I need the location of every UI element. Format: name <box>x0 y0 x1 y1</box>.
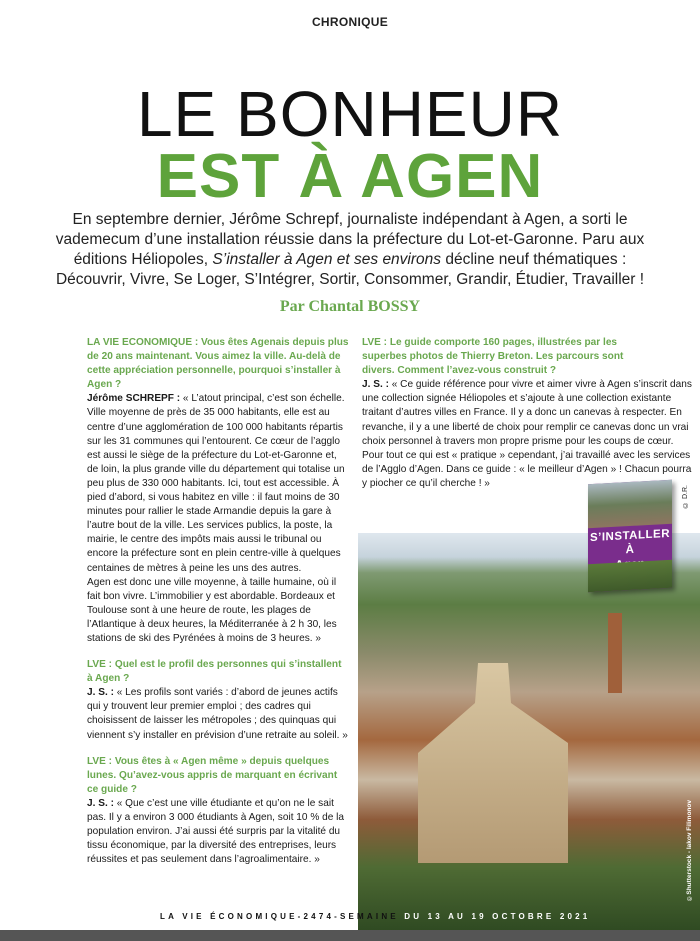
byline: Par Chantal BOSSY <box>279 298 421 315</box>
book-cover-image <box>588 480 672 592</box>
answer-text: « Les profils sont variés : d’abord de jeunes actifs qui y trouvent leur premier emploi ; des cadres qui choisissent de laisser les métropoles ; des quinquas qui viennent s’y installer en prévision d’une retraite au soleil. » <box>87 687 348 741</box>
answer: Agen est donc une ville moyenne, à taille humaine, où il fait bon vivre. L’immobilier y est abordable. Bordeaux et Toulouse sont à une heure de route, les plages de l’Atlantique à deux heures, la Méditerranée à 2 h 30, les stations de ski des Pyrénées à moins de 3 heures. » <box>87 576 337 644</box>
cathedral-shape <box>418 663 568 863</box>
intro-text: décline neuf thématiques : Découvrir, Vivre, Se Loger, S’Intégrer, Sortir, Consommer, Grandir, Étudier, Travailler ! <box>55 251 645 288</box>
agen-aerial-photo <box>358 533 700 931</box>
section-rubric: CHRONIQUE <box>311 15 389 29</box>
footer-dates: DU 13 AU 19 OCTOBRE 2021 <box>404 912 591 921</box>
answer <box>362 378 696 491</box>
page-footer <box>160 912 590 922</box>
speaker: J. S. : <box>87 687 117 699</box>
question: LVE : Quel est le profil des personnes qui s’installent à Agen ? <box>87 659 342 685</box>
bottom-bar <box>0 930 700 941</box>
headline-line2: EST À AGEN <box>156 142 544 211</box>
intro-text: En septembre dernier, Jérôme Schrepf, journaliste indépendant à Agen, a sorti le vademecum d’une installation réussie dans la préfecture du Lot-et-Garonne. Paru aux éditions Héliopoles, <box>55 211 645 268</box>
answer-text: « Que c’est une ville étudiante et qu’on ne le sait pas. Il y a environ 3 000 étudiants à Agen, soit 10 % de la population environ. J’ai aussi été surpris par la vitalité du tissu économique, par la diversité des entreprises, leurs réussites et pas seulement dans l’agroalimentaire. » <box>87 797 345 866</box>
book-title-italic: S’installer à Agen et ses environs <box>212 251 442 268</box>
question: LA VIE ECONOMIQUE : Vous êtes Agenais depuis plus de 20 ans maintenant. Vous aimez la ville. Au-delà de cette appréciation personnelle, pourquoi s’installer à Agen ? <box>87 337 349 391</box>
photo-credit: ©Shutterstock - Iakov Filimonov <box>686 800 693 902</box>
column-left <box>87 336 349 867</box>
speaker: J. S. : <box>362 379 392 391</box>
answer <box>87 392 349 575</box>
answer-text: « Ce guide référence pour vivre et aimer vivre à Agen s’inscrit dans une collection signée Héliopoles et s’ajoute à une collection existante traitant d’autres villes en France. Il y a donc un canevas à respecter. En revanche, il y a une liberté de choix pour remplir ce canevas donc un vrai choix personnel à travers mon propre prisme pour les coups de cœur. Pour tout ce qui est « pratique » cependant, j’ai travaillé avec les services de l’Agglo d’Agen. Dans ce guide : « le meilleur d’Agen » ! Chacun pourra y piocher ce qu’il cherche ! » <box>362 379 692 489</box>
answer <box>87 797 349 867</box>
headline-line1: LE BONHEUR <box>136 78 564 150</box>
question: LVE : Vous êtes à « Agen même » depuis quelques lunes. Qu’avez-vous appris de marquant en écrivant ce guide ? <box>87 755 338 795</box>
speaker: J. S. : <box>87 797 117 809</box>
answer <box>87 686 349 742</box>
footer-publication: LA VIE ÉCONOMIQUE-2474-SEMAINE <box>160 912 405 921</box>
answer-text: « L’atout principal, c’est son échelle. Ville moyenne de près de 35 000 habitants, elle est au centre d’une agglomération de 100 000 habitants répartis sur les 31 communes qui l’entourent. Ce cœur de l’agglo est aussi le siège de la préfecture du Lot-et-Garonne et, de loin, la plus grande ville du département qui totalise un peu plus de 330 000 habitants. Ici, tout est accessible. À pied d’abord, si vous habitez en ville : il faut moins de 30 minutes pour rallier le stade Armandie depuis la gare à l’autre bout de la ville. Les services publics, la poste, la mairie, le centre des impôts mais aussi le tribunal ou encore la préfecture sont en plein centre-ville à quelques centaines de mètres à peine les uns des autres. <box>87 393 345 574</box>
book-cover-photo <box>588 480 672 528</box>
speaker: Jérôme SCHREPF : <box>87 393 183 405</box>
tower-shape <box>608 613 622 693</box>
question: LVE : Le guide comporte 160 pages, illustrées par les superbes photos de Thierry Breton. Les parcours sont divers. Comment l’avez-vous construit ? <box>362 337 624 377</box>
intro-paragraph <box>45 210 655 290</box>
book-photo-credit: © D.R. <box>682 485 689 508</box>
book-cover-photo-bottom <box>588 560 672 592</box>
book-cover-title: S’INSTALLER À <box>589 527 671 557</box>
